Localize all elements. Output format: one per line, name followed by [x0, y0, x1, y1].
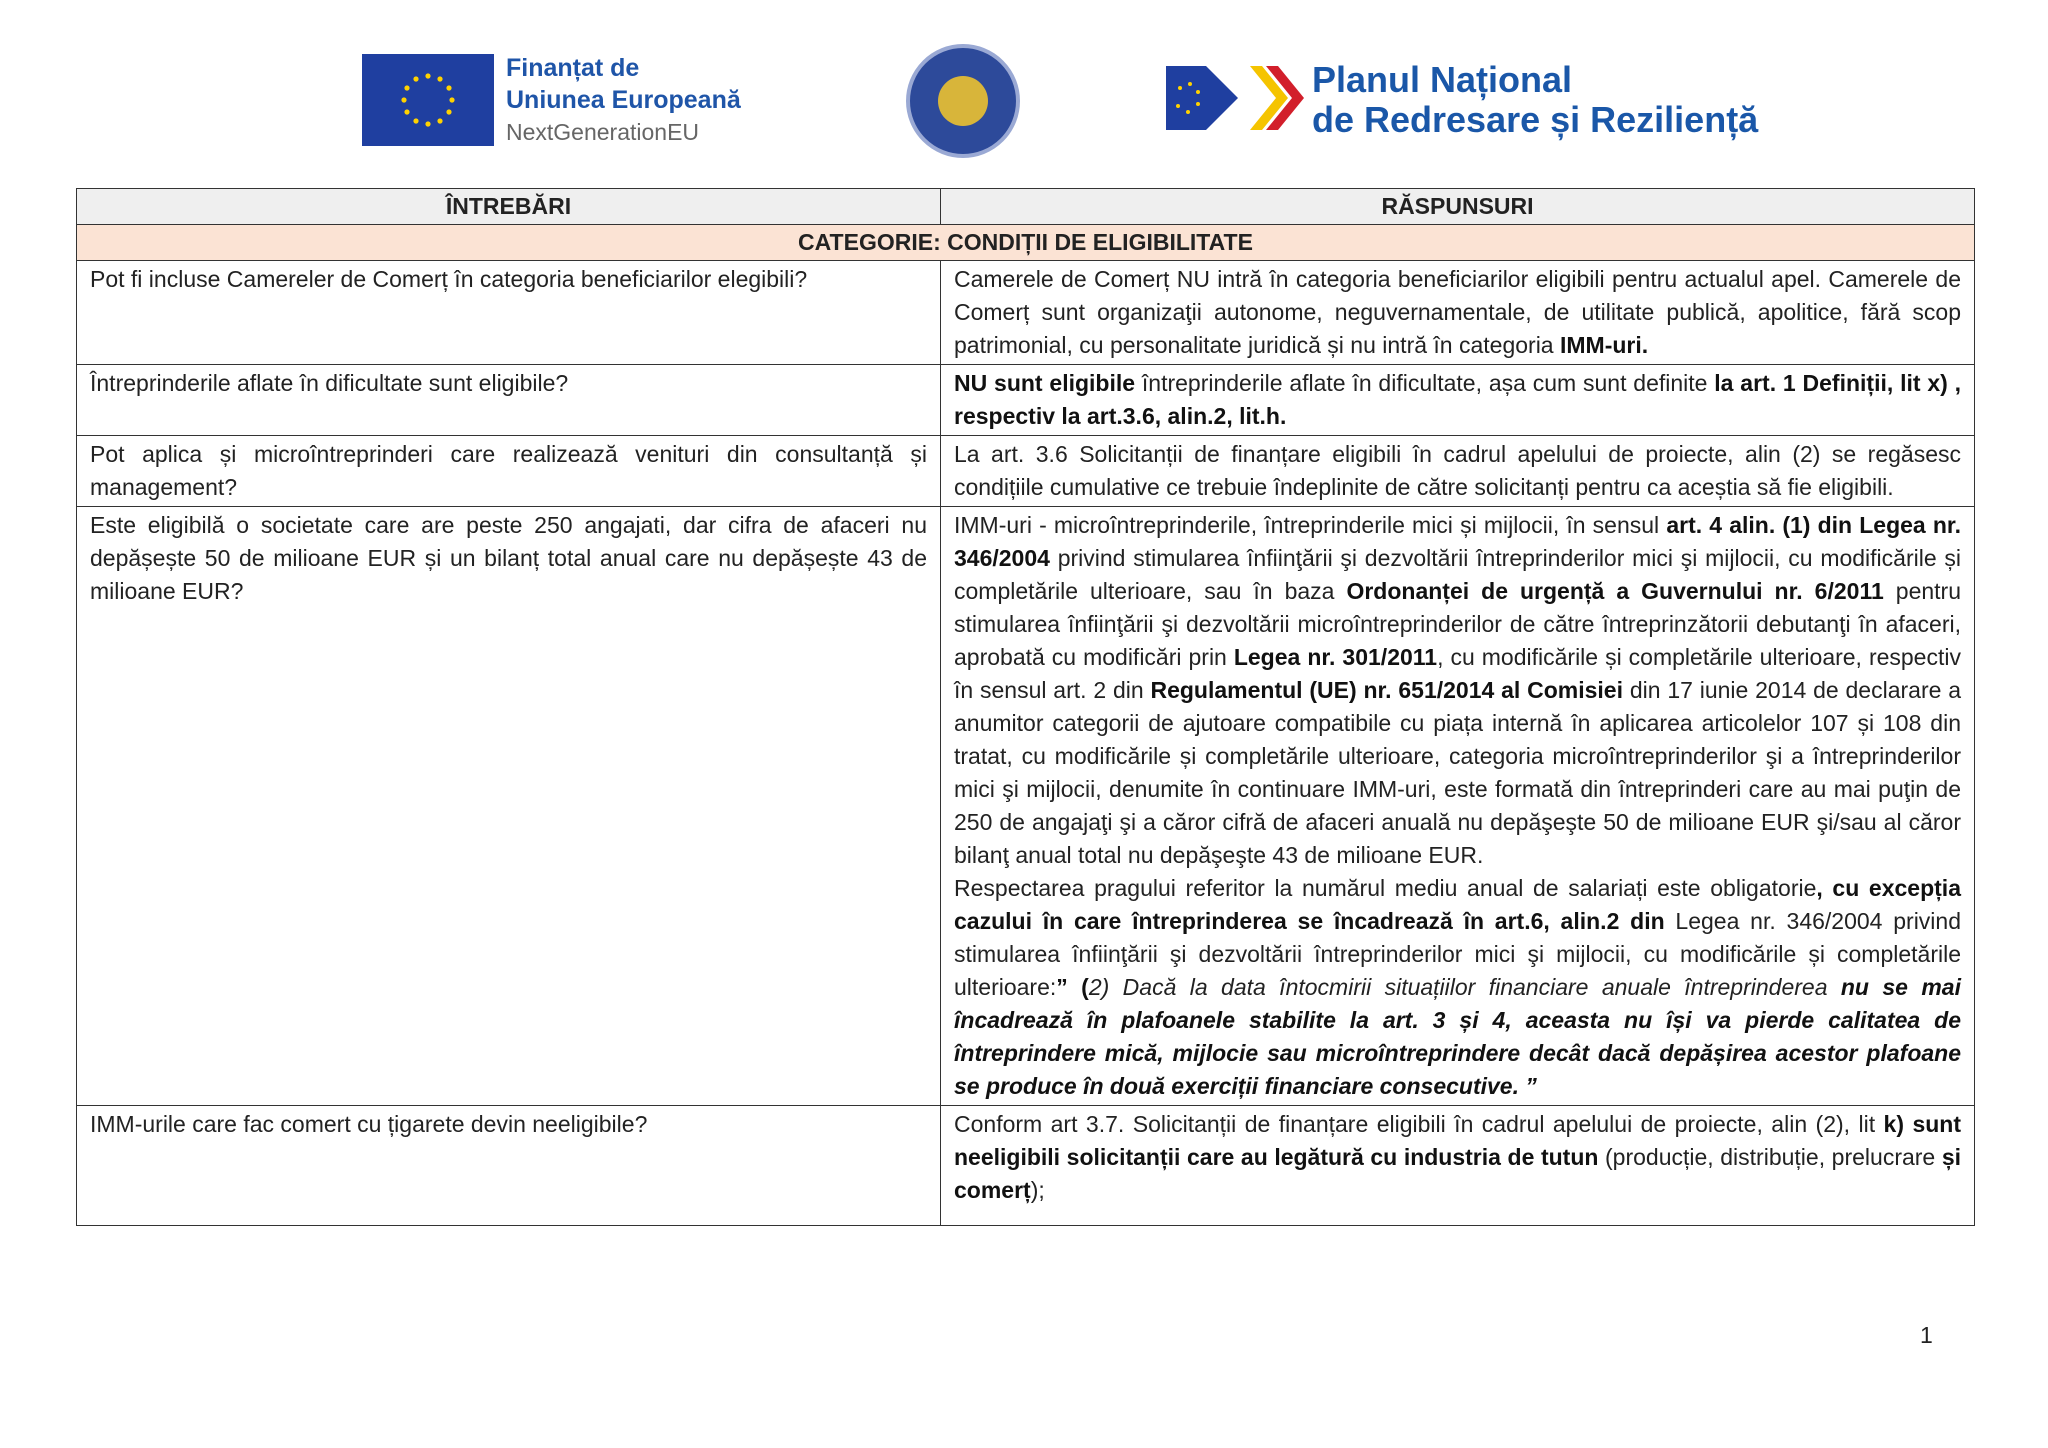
answer-text: Legea nr. 346/2004 privind stimularea înfiinţării şi dezvoltării întreprinderilor mici şi mijlocii, cu modificările și completările ulterioare:	[954, 908, 1961, 1000]
answer-cell	[941, 1106, 1975, 1226]
coat-of-arms-icon	[938, 76, 988, 126]
eu-line-2: Uniunea Europeană	[506, 86, 741, 114]
table-row	[77, 507, 1975, 1106]
answers-column-header: RĂSPUNSURI	[941, 189, 1975, 225]
question-cell: Pot fi incluse Camereler de Comerț în categoria beneficiarilor elegibili?	[77, 261, 941, 365]
government-seal-logo	[906, 44, 1020, 158]
table-header-row	[77, 189, 1975, 225]
answer-cell	[941, 436, 1975, 507]
logo-header	[0, 40, 2048, 170]
faq-table	[76, 188, 1975, 1226]
answer-text: pentru stimularea înfiinţării şi dezvoltării microîntreprinderilor de către întreprinzătorii debutanţi în afaceri, aprobată cu modificări prin	[954, 578, 1961, 670]
answer-bold-text: la art. 1 Definiții, lit x) , respectiv la art.3.6, alin.2, lit.h.	[954, 370, 1962, 429]
pnrr-logo	[1166, 58, 1306, 138]
answer-text: );	[1030, 1177, 1045, 1203]
question-cell: Este eligibilă o societate care are peste 250 angajati, dar cifra de afaceri nu depășește 50 de milioane EUR și un bilanț total anual care nu depășește 43 de milioane EUR?	[77, 507, 941, 1106]
answer-bold-text: și comerț	[954, 1144, 1961, 1203]
questions-column-header: ÎNTREBĂRI	[77, 189, 941, 225]
category-row	[77, 225, 1975, 261]
answer-bold-text: k) sunt neeligibili solicitanții care au legătură cu industria de tutun	[954, 1111, 1961, 1170]
answer-bold-text: NU sunt eligibile	[954, 370, 1136, 396]
answer-bold-text: Regulamentul (UE) nr. 651/2014 al Comisiei	[1150, 677, 1623, 703]
answer-text: La art. 3.6 Solicitanții de finanțare eligibili în cadrul apelului de proiecte, alin (2) se regăsesc condițiile cumulative ce trebuie îndeplinite de către solicitanți pentru ca aceștia să fie eligibili.	[954, 441, 1961, 500]
question-cell: Întreprinderile aflate în dificultate sunt eligibile?	[77, 365, 941, 436]
answer-text: Respectarea pragului referitor la numărul mediu anual de salariați este obligatorie	[954, 875, 1817, 901]
answer-bold-text: art. 4 alin. (1) din Legea nr. 346/2004	[954, 512, 1961, 571]
eu-flag-logo	[362, 54, 494, 146]
table-row	[77, 261, 1975, 365]
answer-text: , cu modificările și completările ulterioare, respectiv în sensul art. 2 din	[954, 644, 1961, 703]
table-row	[77, 365, 1975, 436]
question-cell: Pot aplica și microîntreprinderi care realizează venituri din consultanță și management?	[77, 436, 941, 507]
answer-bold-text: ” (	[1056, 974, 1089, 1000]
question-cell: IMM-urile care fac comert cu țigarete devin neeligibile?	[77, 1106, 941, 1226]
answer-cell	[941, 365, 1975, 436]
answer-italic-text: 2) Dacă la data întocmirii situațiilor financiare anuale întreprinderea	[1088, 974, 1841, 1000]
answer-text: IMM-uri - microîntreprinderile, întreprinderile mici și mijlocii, în sensul	[954, 512, 1667, 538]
answer-text: Conform art 3.7. Solicitanții de finanțare eligibili în cadrul apelului de proiecte, alin (2), lit	[954, 1111, 1884, 1137]
answer-text: întreprinderile aflate în dificultate, așa cum sunt definite	[1135, 370, 1715, 396]
answer-bold-text: Ordonanței de urgență a Guvernului nr. 6/2011	[1346, 578, 1884, 604]
answer-bold-text: IMM-uri.	[1560, 332, 1649, 358]
pnrr-line-2: de Redresare și Reziliență	[1312, 99, 1759, 140]
page-number: 1	[1920, 1322, 1933, 1348]
eu-line-1: Finanțat de	[506, 54, 640, 82]
answer-text: din 17 iunie 2014 de declarare a anumitor categorii de ajutoare compatibile cu piața internă în aplicarea articolelor 107 și 108 din tratat, cu modificările și completările ulterioare, categoria microîntreprinderilor şi a întreprinderilor mici şi mijlocii, denumite în continuare IMM-uri, este formată din întreprinderi care au mai puţin de 250 de angajaţi şi a căror cifră de afaceri anuală nu depăşeşte 50 de milioane EUR şi/sau al căror bilanţ anual total nu depăşeşte 43 de milioane EUR.	[954, 677, 1962, 868]
answer-text: Camerele de Comerț NU intră în categoria beneficiarilor eligibili pentru actualul apel. Camerele de Comerț sunt organizaţii autonome, neguvernamentale, de utilitate publică, apolitice, fără scop patrimonial, cu personalitate juridică și nu intră în categoria	[954, 266, 1961, 358]
answer-bold-text: , cu excepția cazului în care întreprinderea se încadrează în art.6, alin.2 din	[954, 875, 1961, 934]
eu-funding-text	[506, 52, 741, 148]
answer-bold-italic-text: nu se mai încadrează în plafoanele stabilite la art. 3 și 4, aceasta nu își va pierde calitatea de întreprindere mică, mijlocie sau microîntreprindere decât dacă depășirea acestor plafoane se produce în două exerciții financiare consecutive. ”	[954, 974, 1961, 1099]
pnrr-line-1: Planul Național	[1312, 59, 1573, 100]
answer-cell	[941, 507, 1975, 1106]
answer-text: (producție, distribuție, prelucrare	[1598, 1144, 1942, 1170]
answer-bold-text: Legea nr. 301/2011	[1233, 644, 1438, 670]
eu-line-3: NextGenerationEU	[506, 119, 700, 145]
table-row	[77, 1106, 1975, 1226]
category-label: CATEGORIE: CONDIȚII DE ELIGIBILITATE	[77, 225, 1975, 261]
pnrr-title	[1312, 60, 1758, 140]
answer-cell	[941, 261, 1975, 365]
answer-text: privind stimularea înfiinţării şi dezvoltării întreprinderilor mici şi mijlocii, cu modificările și completările ulterioare, sau în baza	[954, 545, 1961, 604]
table-row	[77, 436, 1975, 507]
